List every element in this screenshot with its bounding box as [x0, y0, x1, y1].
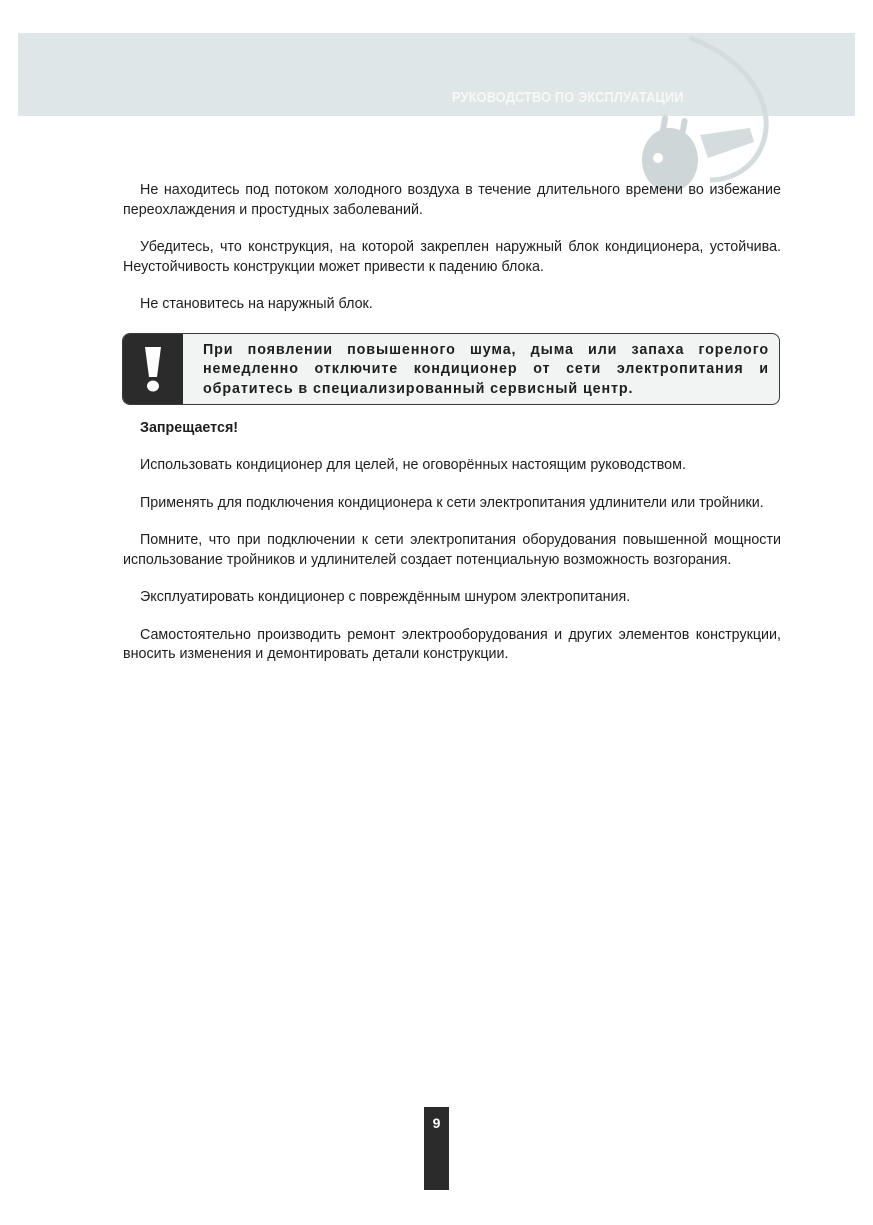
forbidden-item: Эксплуатировать кондиционер с повреждённым шнуром электропитания. — [140, 589, 631, 605]
page-number: 9 — [424, 1107, 449, 1190]
warning-box — [122, 333, 780, 405]
forbidden-item: Самостоятельно производить ремонт электрооборудования и других элементов конструкции, вносить изменения и демонтировать детали конструкции. — [123, 626, 781, 662]
warning-icon-panel — [123, 334, 183, 404]
paragraph: Не находитесь под потоком холодного воздуха в течение длительного времени во избежание переохлаждения и простудных заболеваний. — [123, 182, 781, 218]
exclamation-icon — [142, 345, 164, 393]
paragraph: Не становитесь на наружный блок. — [140, 296, 373, 312]
warning-text: При появлении повышенного шума, дыма или запаха горелого немедленно отключите кондиционер от сети электропитания и обратитесь в специализированный сервисный центр. — [203, 341, 769, 397]
document-body — [123, 181, 781, 683]
header-title: РУКОВОДСТВО ПО ЭКСПЛУАТАЦИИ — [452, 90, 684, 106]
forbidden-item: Использовать кондиционер для целей, не оговорённых настоящим руководством. — [140, 457, 686, 473]
forbidden-item: Применять для подключения кондиционера к сети электропитания удлинители или тройники. — [140, 494, 764, 511]
power-plug-icon — [630, 30, 780, 200]
paragraph: Убедитесь, что конструкция, на которой закреплен наружный блок кондиционера, устойчива. Неустойчивость конструкции может привести к падению блока. — [123, 239, 781, 275]
forbidden-item: Помните, что при подключении к сети электропитания оборудования повышенной мощности использование тройников и удлинителей создает потенциальную возможность возгорания. — [123, 532, 781, 568]
forbidden-heading: Запрещается! — [140, 419, 239, 436]
